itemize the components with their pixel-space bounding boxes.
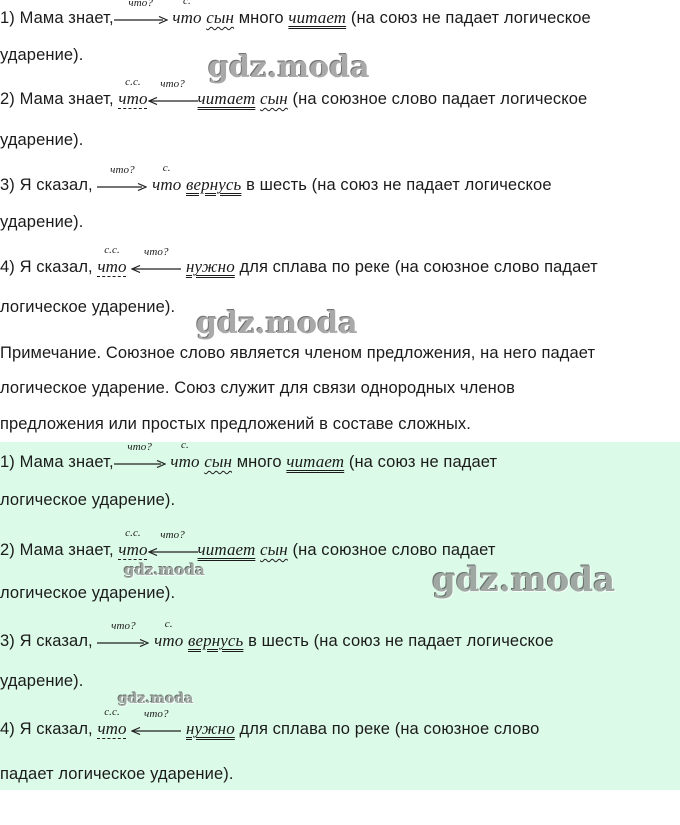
main-clause: Мама знает, xyxy=(19,453,114,471)
item-number: 3) xyxy=(0,176,15,194)
note-line-2: логическое ударение. Союз служит для связи однородных членов xyxy=(0,379,515,397)
question-label: что? xyxy=(110,164,135,176)
conjunction xyxy=(170,439,200,472)
comment: (на союзное слово падает логическое xyxy=(292,90,588,108)
s2-item4-line2: падает логическое ударение). xyxy=(0,765,234,783)
s1-item1-line2: ударение). xyxy=(0,46,84,64)
question-arrow-left xyxy=(148,78,198,109)
predicate: читает xyxy=(197,540,256,559)
predicate: нужно xyxy=(186,257,235,276)
s1-item2-line2: ударение). xyxy=(0,131,84,149)
watermark-logo: gdz.moda xyxy=(208,50,370,85)
item-number: 4) xyxy=(0,720,15,738)
word: для сплава по реке xyxy=(239,720,391,738)
s2-item2-line2: логическое ударение). xyxy=(0,584,176,602)
comment: (на союз не падает xyxy=(348,453,498,471)
item-number: 1) xyxy=(0,9,15,27)
main-clause: Мама знает, xyxy=(19,541,114,559)
s2-item2-line1 xyxy=(0,527,496,560)
question-label: что? xyxy=(127,441,152,453)
comment: (на союз не падает логическое xyxy=(350,9,591,27)
s2-item3-line1 xyxy=(0,618,554,651)
item-number: 2) xyxy=(0,90,15,108)
question-arrow-left xyxy=(148,529,198,560)
item-number: 2) xyxy=(0,541,15,559)
s1-item4-line1 xyxy=(0,244,598,277)
conjunctive-word-text: что xyxy=(118,540,148,559)
question-arrow-left xyxy=(131,708,181,739)
conjunctive-word xyxy=(97,244,127,277)
conjunction-word: что xyxy=(154,631,184,650)
conjunction-mark: с. xyxy=(164,618,173,630)
conjunction xyxy=(152,162,182,195)
comment: (на союз не падает логическое xyxy=(311,176,552,194)
main-clause: Мама знает, xyxy=(19,90,114,108)
main-clause: Я сказал, xyxy=(19,176,93,194)
word: в шесть xyxy=(246,176,307,194)
item-number: 4) xyxy=(0,258,15,276)
item-number: 3) xyxy=(0,632,15,650)
conjunctive-word xyxy=(97,706,127,739)
main-clause: Я сказал, xyxy=(19,720,93,738)
question-label: что? xyxy=(160,529,185,541)
question-label: что? xyxy=(160,78,185,90)
conjunctive-word xyxy=(118,76,148,109)
conjunction xyxy=(172,0,202,28)
question-arrow-right xyxy=(114,441,166,472)
s2-item3-line2: ударение). xyxy=(0,672,84,690)
comment: (на союз не падает логическое xyxy=(313,632,554,650)
main-clause: Я сказал, xyxy=(19,258,93,276)
subject: сын xyxy=(206,8,235,27)
note-line-1: Примечание. Союзное слово является членом предложения, на него падает xyxy=(0,344,596,362)
predicate: вернусь xyxy=(186,175,242,194)
s1-item3-line1 xyxy=(0,162,552,195)
item-number: 1) xyxy=(0,453,15,471)
comment: (на союзное слово xyxy=(394,720,540,738)
conjunctive-word-text: что xyxy=(97,257,127,276)
conjunctive-word-mark: с.с. xyxy=(104,244,120,256)
comment: (на союзное слово падает xyxy=(292,541,496,559)
subject: сын xyxy=(204,452,233,471)
conjunction-mark: с. xyxy=(183,0,191,7)
question-label: что? xyxy=(128,0,153,9)
conjunctive-word-mark: с.с. xyxy=(104,706,120,718)
comment: (на союзное слово падает xyxy=(394,258,598,276)
s1-item1-line1 xyxy=(0,0,591,28)
question-arrow-right xyxy=(97,620,149,651)
conjunction-word: что xyxy=(170,452,200,471)
predicate: нужно xyxy=(186,719,235,738)
s2-item1-line2: логическое ударение). xyxy=(0,491,176,509)
conjunction-mark: с. xyxy=(162,162,171,174)
s1-item2-line1 xyxy=(0,76,588,109)
question-arrow-right xyxy=(114,0,168,28)
subject: сын xyxy=(260,89,288,108)
watermark-logo: gdz.moda xyxy=(124,561,205,579)
question-label: что? xyxy=(144,708,169,720)
watermark-logo: gdz.moda xyxy=(118,691,194,707)
word: много xyxy=(238,9,284,27)
s1-item3-line2: ударение). xyxy=(0,213,84,231)
word: много xyxy=(236,453,282,471)
question-label: что? xyxy=(111,620,136,632)
subject: сын xyxy=(260,540,288,559)
question-arrow-right xyxy=(97,164,147,195)
watermark-logo: gdz.moda xyxy=(196,306,358,341)
note-line-3: предложения или простых предложений в составе сложных. xyxy=(0,415,471,433)
conjunctive-word-mark: с.с. xyxy=(125,76,141,88)
conjunctive-word xyxy=(118,527,148,560)
predicate: читает xyxy=(286,452,345,471)
conjunctive-word-mark: с.с. xyxy=(125,527,141,539)
word: в шесть xyxy=(248,632,309,650)
main-clause: Я сказал, xyxy=(19,632,93,650)
question-arrow-left xyxy=(131,246,181,277)
conjunctive-word-text: что xyxy=(118,89,148,108)
conjunctive-word-text: что xyxy=(97,719,127,738)
conjunction-mark: с. xyxy=(181,439,189,451)
s1-item4-line2: логическое ударение). xyxy=(0,298,176,316)
s2-item1-line1 xyxy=(0,439,498,472)
question-label: что? xyxy=(144,246,169,258)
predicate: читает xyxy=(288,8,347,27)
conjunction xyxy=(154,618,184,651)
conjunction-word: что xyxy=(172,8,202,27)
word: для сплава по реке xyxy=(239,258,391,276)
predicate: читает xyxy=(197,89,256,108)
conjunction-word: что xyxy=(152,175,182,194)
predicate: вернусь xyxy=(188,631,244,650)
watermark-logo: gdz.moda xyxy=(432,560,616,600)
main-clause: Мама знает, xyxy=(19,9,114,27)
s2-item4-line1 xyxy=(0,706,540,739)
